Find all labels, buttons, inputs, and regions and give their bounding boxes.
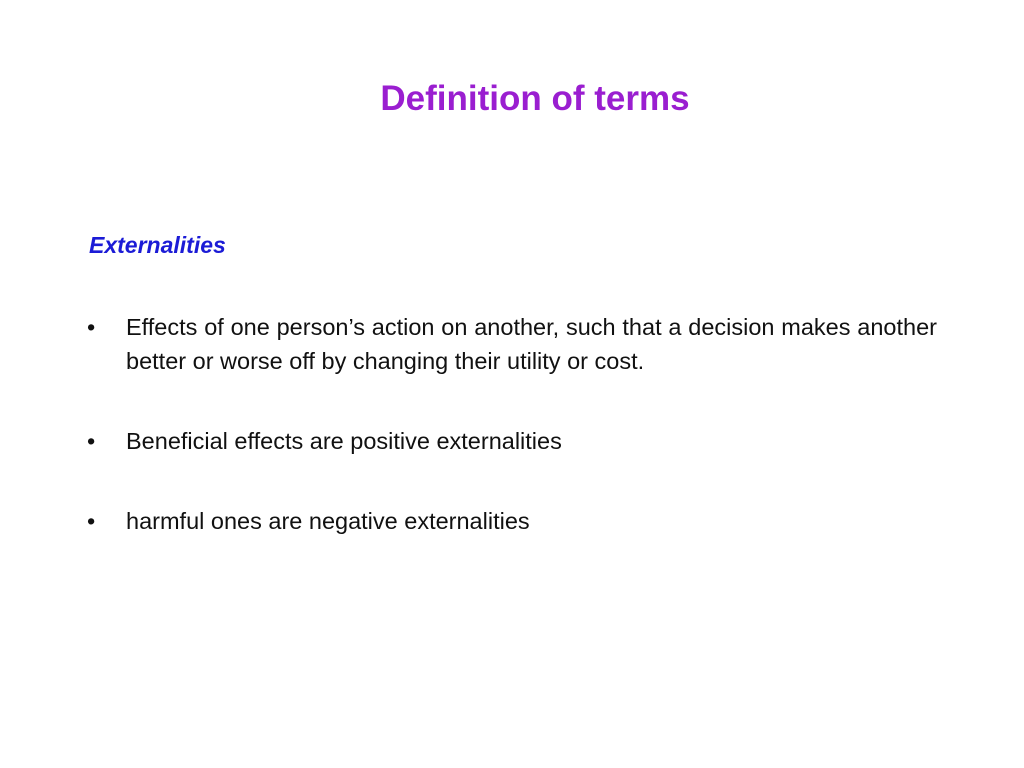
bullet-item (87, 504, 937, 538)
bullet-text: Effects of one person’s action on another, such that a decision makes another better or worse off by changing their utility or cost. (126, 314, 937, 374)
bullet-item (87, 310, 937, 378)
bullet-text: harmful ones are negative externalities (126, 508, 530, 534)
bullet-dot: • (87, 508, 96, 534)
slide-title: Definition of terms (380, 79, 690, 118)
bullet-item (87, 424, 937, 458)
bullet-text: Beneficial effects are positive externalities (126, 428, 562, 454)
section-subheading: Externalities (89, 232, 226, 258)
bullet-dot: • (87, 428, 96, 454)
bullet-dot: • (87, 314, 96, 340)
bullet-list (87, 310, 937, 584)
